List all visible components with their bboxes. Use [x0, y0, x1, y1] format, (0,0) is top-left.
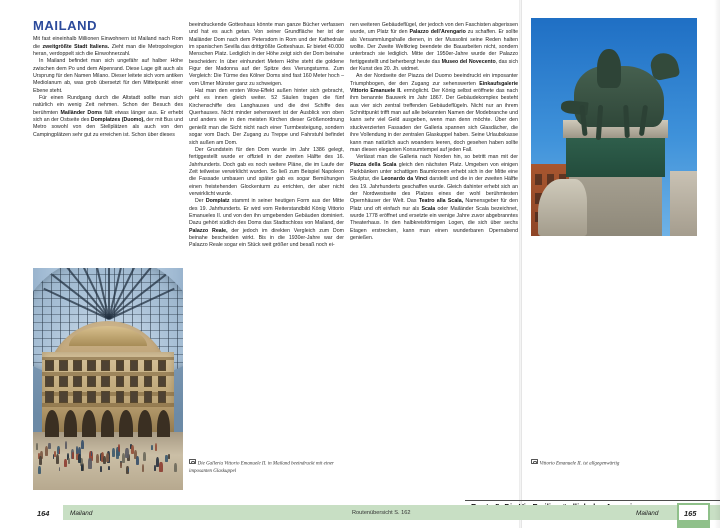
facade-window [59, 360, 68, 371]
facade-window [73, 360, 82, 371]
stone-lion-sculpture [538, 179, 588, 236]
person-silhouette [106, 453, 109, 462]
shop-archway [82, 410, 96, 437]
person-silhouette [59, 449, 61, 454]
person-silhouette [59, 467, 61, 472]
person-silhouette [165, 455, 167, 462]
facade-window [116, 391, 125, 402]
facade-window [73, 376, 82, 387]
camera-icon [531, 459, 538, 465]
person-silhouette [116, 450, 119, 459]
facade-window [144, 376, 153, 387]
person-silhouette [96, 454, 99, 463]
facade-window [45, 376, 54, 387]
facade-window [116, 376, 125, 387]
person-silhouette [103, 456, 106, 464]
cornice-band [42, 403, 174, 407]
camera-icon [189, 459, 196, 465]
caption-statue [531, 459, 697, 468]
facade-window [73, 391, 82, 402]
person-silhouette [151, 445, 153, 450]
person-silhouette [76, 446, 79, 454]
column-2-body [189, 22, 344, 250]
paragraph: Für einen Rundgang durch die Altstadt sollte man sich natürlich ein wenig Zeit nehmen. Schon der Besuch des berühmten Mailänder Doms fällt etwas länger aus. Er erhebt sich an der Ostseite des Domplatzes (Duomo), der mit Bus und Metro sowohl von den Stellplätzen als auch von den Campingplätzen sehr gut zu erreichen ist. Schon über dieses [33, 95, 183, 138]
paragraph: beeindruckende Gotteshaus könnte man ganze Bücher verfassen und hat es auch getan. Von seiner Grundfläche her ist der Mailänder Dom nach dem Petersdom in Rom und der Kathedrale im spanischen Sevilla das drittgrößte Gotteshaus. Er bietet 40.000 Menschen Platz. Lediglich in der Höhe zeigt sich der Dom beinahe bescheiden: In über einhundert Metern Höhe steht die goldene Figur der Madonna auf der Spitze des Vierungsturms. Zum Vergleich: Die Türme des Kölner Doms sind fast 160 Meter hoch – vom Ulmer Münster ganz zu schweigen. [189, 22, 344, 87]
facade-window [116, 360, 125, 371]
facade-window [158, 391, 167, 402]
facade-window [130, 360, 139, 371]
facade-window [59, 376, 68, 387]
person-silhouette [39, 456, 42, 464]
person-silhouette [159, 462, 162, 472]
shop-archway [119, 410, 133, 437]
paragraph: Der Grundstein für den Dom wurde im Jahr 1386 gelegt, fertiggestellt wurde er offiziell in der zweiten Hälfte des 16. Jahrhunderts. Doch gab es noch weitere Pläne, die im Laufe der Zeit teilweise verwirklicht wurden. So ließ zum Beispiel Napoleon die Fassade umbauen und später gab es sogar Bemühungen einen freistehenden Glockenturm zu errichten, der aber nicht verwirklicht wurde. [189, 146, 344, 197]
footer-label-route-overview: Routenübersicht S. 162 [352, 509, 411, 516]
person-silhouette [56, 454, 59, 464]
text-column-3 [350, 22, 518, 242]
person-silhouette [108, 466, 110, 471]
rider-figure [597, 49, 620, 88]
person-silhouette [120, 462, 122, 468]
shop-archway [138, 410, 152, 437]
facade-window [87, 360, 96, 371]
page-edge-shadow [714, 0, 720, 528]
person-silhouette [156, 457, 159, 467]
person-silhouette [136, 456, 139, 465]
text-column-2 [189, 22, 344, 250]
facade-window [87, 376, 96, 387]
person-silhouette [81, 464, 83, 471]
facade-window [45, 360, 54, 371]
footer-label-right: Mailand [636, 509, 659, 517]
page-number-right: 165 [684, 509, 697, 518]
facade-window [45, 391, 54, 402]
text-column-1 [33, 18, 183, 139]
crowd-of-people [33, 430, 183, 474]
facade-window [130, 391, 139, 402]
facade-window [101, 376, 110, 387]
photo-vittorio-emanuele-monument [531, 18, 697, 236]
person-silhouette [131, 445, 134, 454]
facade-window [87, 391, 96, 402]
person-silhouette [68, 458, 70, 464]
facade-window [158, 376, 167, 387]
person-silhouette [72, 452, 74, 459]
person-silhouette [100, 466, 102, 471]
paragraph: Mit fast eineinhalb Millionen Einwohnern ist Mailand nach Rom die zweitgrößte Stadt Italiens. Zieht man die Metropolregion heran, verdoppelt sich die Einwohnerzahl. [33, 36, 183, 58]
facade-window [101, 391, 110, 402]
person-silhouette [143, 452, 146, 460]
page-title: MAILAND [33, 18, 98, 33]
person-silhouette [112, 448, 115, 457]
person-silhouette [65, 441, 67, 448]
caption-galleria-text: Die Galleria Vittorio Emanuele II. in Mailand beeindruckt mit einer imposanten Glaskuppel [189, 461, 334, 474]
caption-statue-text: Vittorio Emanuele II. ist allgegenwärtig [539, 461, 620, 467]
caption-galleria [189, 459, 347, 475]
person-silhouette [174, 463, 177, 472]
footer-band-left [33, 505, 521, 520]
person-silhouette [48, 443, 50, 450]
paragraph: Verlässt man die Galleria nach Norden hin, so betritt man mit der Piazza della Scala gleich den nächsten Platz. Umgeben von einigen Parkbänken unter schattigen Baumkronen erhebt sich in der Mitte eine Skulptur, die Leonardo da Vinci darstellt und die in der zweiten Hälfte des 19. Jahrhunderts geschaffen wurde. Gleich dahinter erhebt sich an der Nordwestseite des Platzes eines der wohl berühmtesten Opernhäuser der Welt. Das Teatro alla Scala, Namensgeber für den Platz und oft einfach nur als Scala oder Mailänder Scala bezeichnet, wurde 1778 eröffnet und ersetzte ein wenige Jahre zuvor abgebranntes Theaterhaus. In den halbkreisförmigen Logen, die sich über sechs Etagen erstrecken, kann man einen wunderbaren Opernabend genießen. [350, 154, 519, 241]
bronze-relief-frieze [566, 136, 666, 177]
paragraph: In Mailand befindet man sich ungefähr auf halber Höhe zwischen dem Po und dem Alpenrand. Diese Lage gilt auch als Ursprung für den Namen Milano. Dieser leitete sich vom antiken Mediolanum ab, was grob übersetzt für den Mittelpunkt einer Ebene steht. [33, 58, 183, 94]
paragraph: An der Nordseite der Piazza del Duomo beeindruckt ein imposanter Triumphbogen, der den Zugang zur sehenswerten Einkaufsgalerie Vittorio Emanuele II. ermöglicht. Der König selbst eröffnete das nach ihm benannte Bauwerk im Jahr 1867. Der Gebäudekomplex besteht aus vier sich zentral treffenden Gebäudeflügeln. Nicht nur an ihrem Schnittpunkt trifft man auf alle bekannten Namen der Modebranche und kann sehr viel Geld ausgeben, wenn man denn möchte. Über den stuckverzierten Fassaden der Galleria spannen sich Glasdächer, die ihre Vollendung in der zentralen Glaskuppel haben. Seine Urlaubskasse kann man natürlich auch woanders leeren, doch gesehen haben sollte man diesen eleganten Konsumtempel auf jeden Fall. [350, 73, 519, 153]
person-silhouette [81, 440, 84, 449]
building-window [535, 174, 542, 185]
facade-window [101, 360, 110, 371]
paragraph: Hat man den ersten Wow-Effekt außen hinter sich gebracht, geht es innen gleich weiter. 52 Säulen tragen die fünf Kirchenschiffe des Langhauses und die drei Schiffe des Querhauses. Nicht minder sehenswert ist der Ausblick von oben und anders wie in den meisten Kirchen dieser Größenordnung genießt man die Sicht nicht nach einer Turmbesteigung, sondern sogar vom Dach. Der Zugang zu Treppe und Fahrstuhl befindet sich außen am Dom. [189, 88, 344, 146]
photo-galleria-vittorio-emanuele [33, 268, 183, 490]
person-silhouette [64, 459, 67, 467]
column-1-body [33, 36, 183, 139]
shop-archway [45, 410, 59, 437]
paragraph: Der Domplatz stammt in seiner heutigen Form aus der Mitte des 19. Jahrhunderts. Er wird vom Reiterstandbild König Vittorio Emanueles II. und von den ihn umgebenden Gebäuden dominiert. Dazu gehört südlich des Doms das Stadtschloss von Mailand, der Palazzo Reale, der jedoch im direkten Vergleich zum Dom beinahe bescheiden wirkt. Bis in die 1930er-Jahre war der Palazzo Reale sogar ein Stück weit größer und besaß noch ei- [189, 198, 344, 249]
person-silhouette [88, 458, 91, 468]
facade-window [144, 391, 153, 402]
page-gutter [519, 0, 522, 528]
facade-window [144, 360, 153, 371]
facade-window [59, 391, 68, 402]
facade-window [130, 376, 139, 387]
person-silhouette [38, 466, 41, 474]
person-silhouette [142, 464, 145, 472]
person-silhouette [155, 443, 158, 451]
facade-window [158, 360, 167, 371]
footer-label-left: Mailand [70, 509, 93, 517]
background-building-right [670, 171, 697, 236]
person-silhouette [168, 454, 170, 459]
page-number-left: 164 [37, 509, 50, 518]
person-silhouette [125, 448, 129, 458]
paragraph: nen weiteren Gebäudeflügel, der jedoch von den Faschisten abgerissen wurde, um Platz für den Palazzo dell'Arengario zu schaffen. Er sollte als Versammlungshalle dienen, in der Mussolini seine Reden halten wollte. Der Zweite Weltkrieg beendete die Bauarbeiten nicht, sondern unterbrach sie lediglich. Mitte der 1950er-Jahre wurde der Palazzo fertiggestellt und beherbergt heute das Museo del Novecento, das sich der Kunst des 20. Jh. widmet. [350, 22, 518, 73]
person-silhouette [78, 454, 81, 462]
column-3-body [350, 22, 518, 242]
person-silhouette [36, 443, 38, 449]
